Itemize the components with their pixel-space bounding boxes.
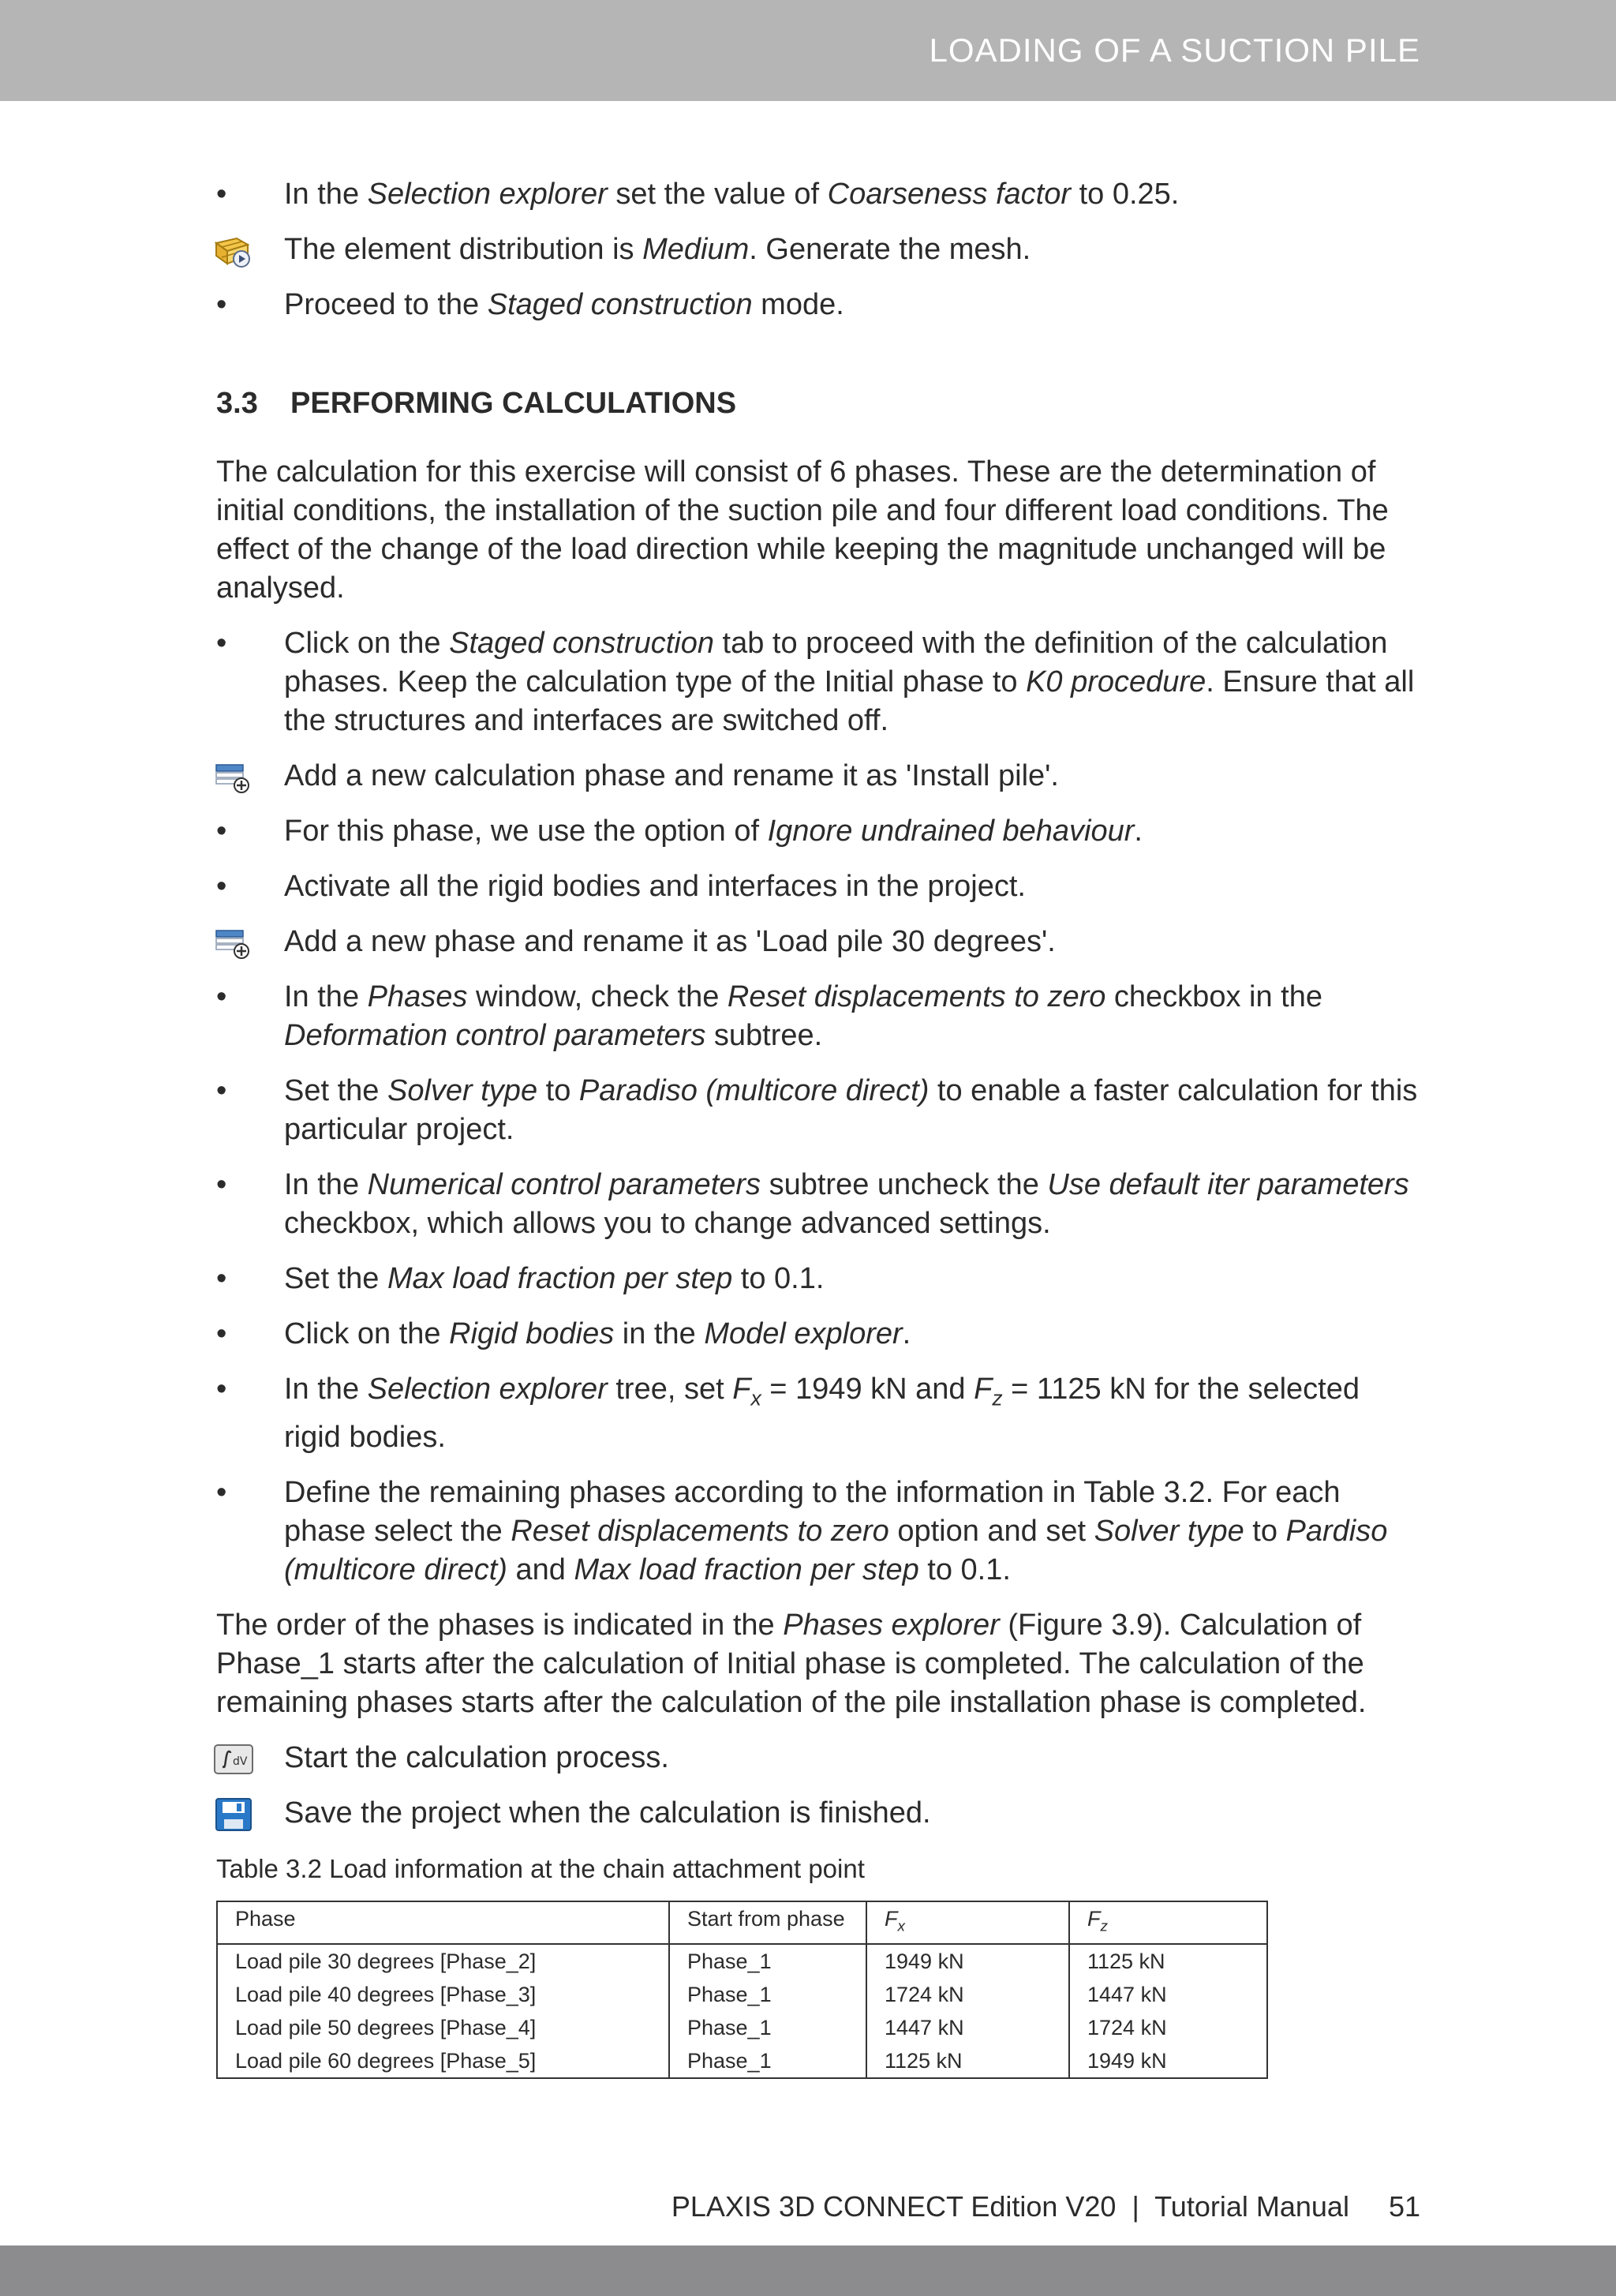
final-step-item [216, 1794, 1420, 1833]
table-row [217, 1944, 1267, 1978]
cell-start-from-phase: Phase_1 [669, 2044, 866, 2078]
header-fz: $F_z$ [1069, 1901, 1267, 1944]
bullet-icon: • [216, 178, 227, 211]
calc-step-text: Add a new phase and rename it as 'Load pile 30 degrees'. [284, 925, 1056, 958]
cell-fz: 1447 kN [1069, 1978, 1267, 2011]
cell-phase: Load pile 60 degrees [Phase_5] [217, 2044, 669, 2078]
cell-phase: Load pile 50 degrees [Phase_4] [217, 2011, 669, 2044]
header-start-from-phase: Start from phase [669, 1901, 866, 1944]
add-phase-icon [213, 760, 256, 795]
calculation-steps [216, 624, 1420, 1590]
calc-step-text: In the Selection explorer tree, set $F_x = 1949$ kN and $F_z = 1125$ kN for the selected rigid bodies. [284, 1373, 1360, 1454]
bullet-icon: • [216, 1074, 227, 1107]
page-number: 51 [1388, 2190, 1420, 2223]
add-phase-icon [213, 926, 256, 961]
cell-fx: 1724 kN [866, 1978, 1069, 2011]
calc-step-item [216, 867, 1420, 906]
bullet-icon: • [216, 870, 227, 903]
load-table [216, 1901, 1268, 2079]
calc-step-item [216, 812, 1420, 851]
calc-step-item [216, 1474, 1420, 1590]
section-number: 3.3 [216, 387, 258, 420]
running-header-title: LOADING OF A SUCTION PILE [929, 32, 1420, 69]
svg-text:dV: dV [233, 1755, 248, 1768]
section-title: PERFORMING CALCULATIONS [290, 387, 737, 420]
intro-step-item [216, 175, 1420, 214]
calc-step-item [216, 978, 1420, 1055]
table-header-row [217, 1901, 1267, 1944]
bullet-icon: • [216, 1168, 227, 1201]
bullet-icon: • [216, 1317, 227, 1350]
final-step-item [216, 1739, 1420, 1777]
intro-step-text: Proceed to the Staged construction mode. [284, 288, 844, 321]
calc-step-text: For this phase, we use the option of Ignore undrained behaviour. [284, 815, 1143, 848]
calc-step-item [216, 923, 1420, 961]
table-row [217, 1978, 1267, 2011]
calc-step-item [216, 1315, 1420, 1354]
table-row [217, 2044, 1267, 2078]
intro-step-text: In the Selection explorer set the value of Coarseness factor to 0.25. [284, 178, 1180, 211]
calc-step-item [216, 624, 1420, 740]
bullet-icon: • [216, 1373, 227, 1406]
header-phase: Phase [217, 1901, 669, 1944]
final-steps [216, 1739, 1420, 1833]
intro-step-item [216, 230, 1420, 269]
cell-phase: Load pile 40 degrees [Phase_3] [217, 1978, 669, 2011]
cell-fz: 1724 kN [1069, 2011, 1267, 2044]
page-content [216, 175, 1420, 2079]
intro-step-text: The element distribution is Medium. Generate the mesh. [284, 233, 1031, 266]
calc-step-text: Define the remaining phases according to the information in Table 3.2. For each phase select the Reset displacements to zero option and set Solver type to Pardiso (multicore direct) and Max load fraction per step to 0.1. [284, 1475, 1388, 1586]
table-body [217, 1944, 1267, 2078]
calc-step-text: Click on the Staged construction tab to proceed with the definition of the calculation phases. Keep the calculation type of the Initial phase to K0 procedure. Ensure that all the structures and interfaces are switched off. [284, 627, 1415, 737]
bullet-icon: • [216, 980, 227, 1013]
intro-step-item [216, 286, 1420, 324]
cell-fx: 1125 kN [866, 2044, 1069, 2078]
calc-step-text: Activate all the rigid bodies and interfaces in the project. [284, 870, 1026, 903]
mesh-generate-icon [213, 234, 256, 268]
calc-step-text: In the Phases window, check the Reset displacements to zero checkbox in the Deformation control parameters subtree. [284, 980, 1322, 1052]
cell-fz: 1125 kN [1069, 1944, 1267, 1978]
calc-step-item [216, 1072, 1420, 1149]
table-row [217, 2011, 1267, 2044]
calculate-icon [213, 1742, 256, 1777]
final-step-text: Save the project when the calculation is finished. [284, 1796, 931, 1830]
section-heading [216, 384, 1420, 423]
bullet-icon: • [216, 1262, 227, 1295]
calc-step-text: Set the Max load fraction per step to 0.1. [284, 1262, 825, 1295]
footer-manual-title: PLAXIS 3D CONNECT Edition V20 | Tutorial Manual [671, 2190, 1349, 2223]
cell-start-from-phase: Phase_1 [669, 2011, 866, 2044]
bullet-icon: • [216, 1475, 227, 1509]
calc-step-item [216, 1260, 1420, 1298]
footer-band [0, 2245, 1616, 2296]
cell-phase: Load pile 30 degrees [Phase_2] [217, 1944, 669, 1978]
save-icon [213, 1797, 256, 1832]
cell-fx: 1447 kN [866, 2011, 1069, 2044]
cell-fz: 1949 kN [1069, 2044, 1267, 2078]
header-fx: $F_x$ [866, 1901, 1069, 1944]
calc-step-item [216, 1370, 1420, 1457]
cell-start-from-phase: Phase_1 [669, 1978, 866, 2011]
calc-step-item [216, 757, 1420, 796]
intro-steps [216, 175, 1420, 324]
calc-step-item [216, 1166, 1420, 1243]
calc-step-text: In the Numerical control parameters subtree uncheck the Use default iter parameters checkbox, which allows you to change advanced settings. [284, 1168, 1409, 1240]
bullet-icon: • [216, 815, 227, 848]
calc-step-text: Set the Solver type to Paradiso (multicore direct) to enable a faster calculation for this particular project. [284, 1074, 1418, 1146]
cell-fx: 1949 kN [866, 1944, 1069, 1978]
table-caption: Table 3.2 Load information at the chain attachment point [216, 1853, 865, 1883]
final-step-text: Start the calculation process. [284, 1740, 669, 1774]
phase-order-paragraph: The order of the phases is indicated in the Phases explorer (Figure 3.9). Calculation of Phase_1 starts after the calculation of Initial phase is completed. The calculation of the remaining phases starts after the calculation of the pile installation phase is completed. [216, 1608, 1367, 1719]
calc-step-text: Add a new calculation phase and rename it as 'Install pile'. [284, 759, 1059, 792]
calc-step-text: Click on the Rigid bodies in the Model explorer. [284, 1317, 911, 1350]
intro-paragraph: The calculation for this exercise will consist of 6 phases. These are the determination of initial conditions, the installation of the suction pile and four different load conditions. The effect of the change of the load direction while keeping the magnitude unchanged will be analysed. [216, 455, 1389, 605]
bullet-icon: • [216, 627, 227, 660]
cell-start-from-phase: Phase_1 [669, 1944, 866, 1978]
page-footer [671, 2190, 1420, 2223]
bullet-icon: • [216, 288, 227, 321]
